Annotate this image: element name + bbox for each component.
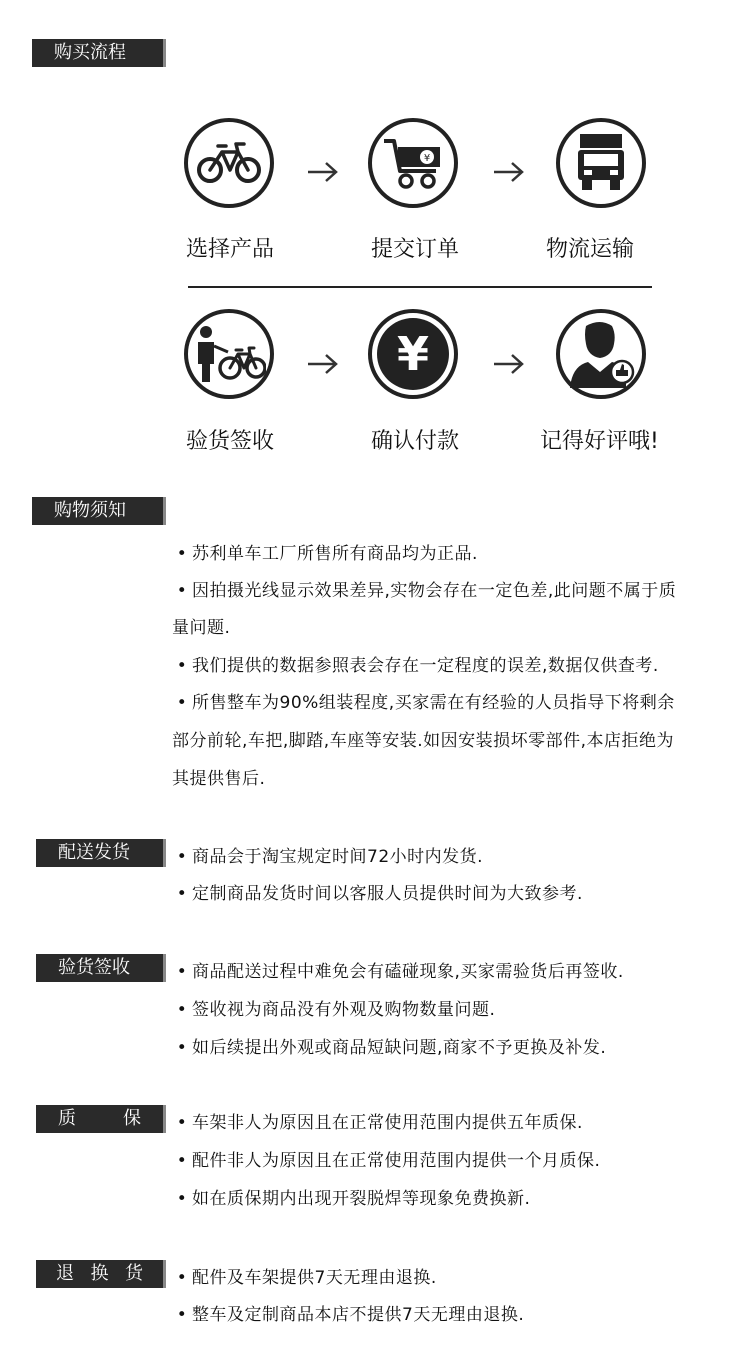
returns-line [172,1263,437,1288]
bullet: • [176,693,188,713]
notice-line [172,688,675,713]
warranty-line [172,1146,600,1171]
arrow-icon [306,160,340,184]
section-tag-label: 购买流程 [54,42,126,63]
step-label-logistics: 物流运输 [546,237,635,262]
notice-text: 量问题. [172,618,231,638]
warranty-text: 配件非人为原因且在正常使用范围内提供一个月质保. [192,1151,601,1171]
bullet: • [176,1268,188,1288]
inspection-line [172,957,624,982]
section-tag-label: 购物须知 [54,500,126,521]
step-circle-review [556,309,646,399]
notice-text: 我们提供的数据参照表会存在一定程度的误差,数据仅供查考. [192,656,659,676]
section-tag-char: 保 [123,1108,141,1129]
process-divider [188,286,652,288]
inspection-text: 商品配送过程中难免会有磕碰现象,买家需验货后再签收. [192,962,624,982]
notice-line [172,613,230,638]
step-circle-inspect [184,309,274,399]
bullet: • [176,962,188,982]
notice-line [172,726,674,751]
bullet: • [176,1000,188,1020]
notice-line [172,764,265,789]
section-tag-shipping [36,839,166,867]
inspection-text: 签收视为商品没有外观及购物数量问题. [192,1000,496,1020]
step-circle-order [368,118,458,208]
notice-text: 其提供售后. [172,769,266,789]
notice-text: 苏利单车工厂所售所有商品均为正品. [192,544,478,564]
section-tag-notice [32,497,166,525]
warranty-text: 如在质保期内出现开裂脱焊等现象免费换新. [192,1189,531,1209]
warranty-text: 车架非人为原因且在正常使用范围内提供五年质保. [192,1113,583,1133]
truck-icon [574,132,628,194]
shipping-line [172,879,583,904]
bullet: • [176,1151,188,1171]
arrow-icon [492,160,526,184]
returns-text: 配件及车架提供7天无理由退换. [192,1268,437,1288]
shipping-line [172,842,483,867]
step-circle-pay [368,309,458,399]
step-label-inspect: 验货签收 [186,429,275,454]
person-bicycle-icon [192,324,266,384]
returns-text: 整车及定制商品本店不提供7天无理由退换. [192,1305,525,1325]
step-label-pay: 确认付款 [371,429,460,454]
section-tag-inspection [36,954,166,982]
step-label-select: 选择产品 [186,237,275,262]
section-tag-char: 货 [125,1263,143,1284]
notice-line [172,539,478,564]
yen-symbol: ¥ [396,327,430,381]
bullet: • [176,1113,188,1133]
step-circle-logistics [556,118,646,208]
returns-line [172,1300,524,1325]
inspection-text: 如后续提出外观或商品短缺问题,商家不予更换及补发. [192,1038,607,1058]
section-tag-label: 验货签收 [58,957,130,978]
bullet: • [176,656,188,676]
bullet: • [176,1038,188,1058]
cart-icon [380,135,446,191]
inspection-line [172,1033,606,1058]
section-tag-process [32,39,166,67]
arrow-icon [306,352,340,376]
bullet: • [176,1189,188,1209]
bicycle-icon [194,138,264,188]
shipping-text: 定制商品发货时间以客服人员提供时间为大致参考. [192,884,583,904]
shipping-text: 商品会于淘宝规定时间72小时内发货. [192,847,484,867]
notice-text: 所售整车为90%组装程度,买家需在有经验的人员指导下将剩余 [192,693,675,713]
bullet: • [176,884,188,904]
section-tag-char: 质 [58,1108,76,1129]
bullet: • [176,581,188,601]
section-tag-label: 配送发货 [58,842,130,863]
warranty-line [172,1108,583,1133]
section-tag-char: 退 [56,1263,74,1284]
notice-text: 部分前轮,车把,脚踏,车座等安装.如因安装损坏零部件,本店拒绝为 [172,731,675,751]
step-label-order: 提交订单 [371,237,460,262]
thumbs-up-person-icon [566,320,636,388]
bullet: • [176,1305,188,1325]
cart-yen-symbol: ¥ [423,153,431,164]
section-tag-warranty [36,1105,166,1133]
step-label-review: 记得好评哦! [540,429,659,454]
notice-line [172,651,659,676]
bullet: • [176,847,188,867]
notice-line [172,576,676,601]
section-tag-returns [36,1260,166,1288]
arrow-icon [492,352,526,376]
warranty-line [172,1184,530,1209]
section-tag-char: 换 [90,1263,109,1284]
inspection-line [172,995,495,1020]
notice-text: 因拍摄光线显示效果差异,实物会存在一定色差,此问题不属于质 [192,581,677,601]
step-circle-select [184,118,274,208]
yen-icon [375,316,451,392]
bullet: • [176,544,188,564]
